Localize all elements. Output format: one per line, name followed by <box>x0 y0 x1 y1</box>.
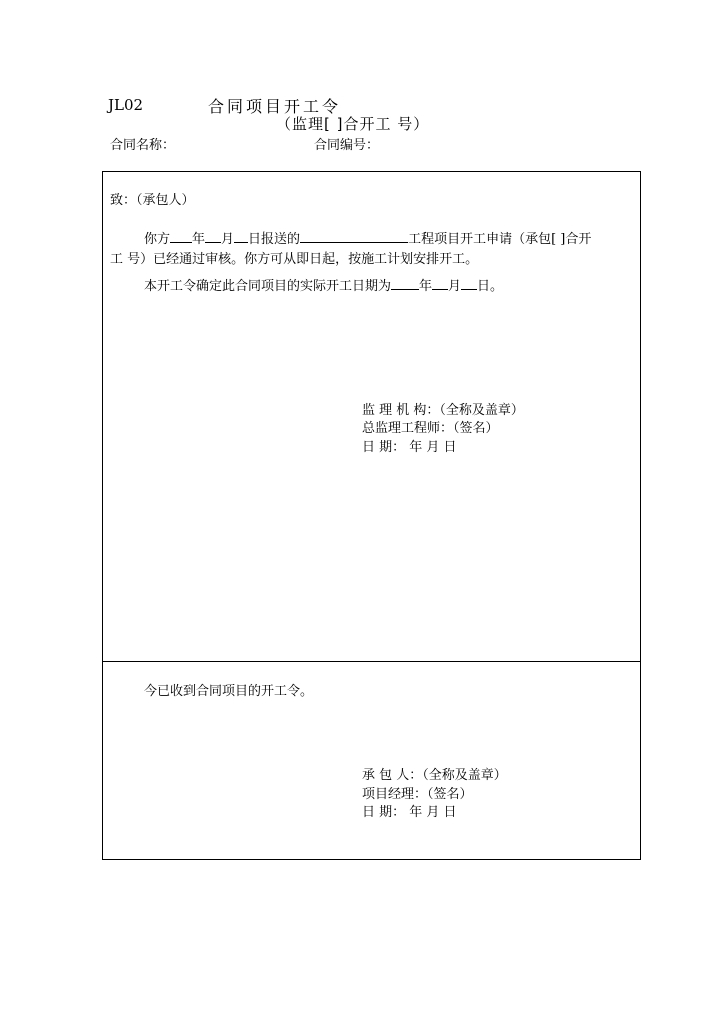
contractor-signature: 承 包 人：（全称及盖章） <box>362 768 507 783</box>
p1-day: 日报送的 <box>248 232 301 247</box>
p3-month: 月 <box>448 279 462 294</box>
p1-rest: 工程项目开工申请（承包[ ]合开 <box>408 232 592 247</box>
section-divider <box>103 661 640 662</box>
notice-paragraph-2: 工 号）已经通过审核。你方可从即日起，按施工计划安排开工。 <box>110 252 479 267</box>
form-box <box>102 171 641 860</box>
supervisor-org-signature: 监 理 机 构：（全称及盖章） <box>362 403 524 418</box>
p1-month: 月 <box>221 232 235 247</box>
year-blank <box>170 231 192 243</box>
chief-engineer-signature: 总监理工程师：（签名） <box>362 421 499 436</box>
day-blank <box>234 231 248 243</box>
form-title: 合同项目开工令 <box>208 97 342 116</box>
p1-year: 年 <box>192 232 206 247</box>
month-blank <box>205 231 221 243</box>
p3-year: 年 <box>419 279 433 294</box>
start-year-blank <box>391 278 419 290</box>
recipient-line: 致：（承包人） <box>110 193 195 208</box>
notice-paragraph-1 <box>144 228 591 247</box>
contract-no-label: 合同编号： <box>314 138 380 153</box>
form-subtitle: （监理[ ]合开工 号） <box>276 115 430 133</box>
p3-text: 本开工令确定此合同项目的实际开工日期为 <box>144 279 392 294</box>
project-blank <box>300 231 408 243</box>
form-code: JL02 <box>108 96 144 114</box>
start-month-blank <box>432 278 448 290</box>
p1-you: 你方 <box>144 232 171 247</box>
contract-name-label: 合同名称： <box>110 138 176 153</box>
notice-date: 日 期： 年 月 日 <box>362 440 457 455</box>
receipt-statement: 今已收到合同项目的开工令。 <box>144 684 314 699</box>
receipt-date: 日 期： 年 月 日 <box>362 805 457 820</box>
project-manager-signature: 项目经理：（签名） <box>362 787 473 802</box>
start-day-blank <box>461 278 477 290</box>
notice-paragraph-3 <box>144 275 503 294</box>
p3-day: 日。 <box>477 279 504 294</box>
